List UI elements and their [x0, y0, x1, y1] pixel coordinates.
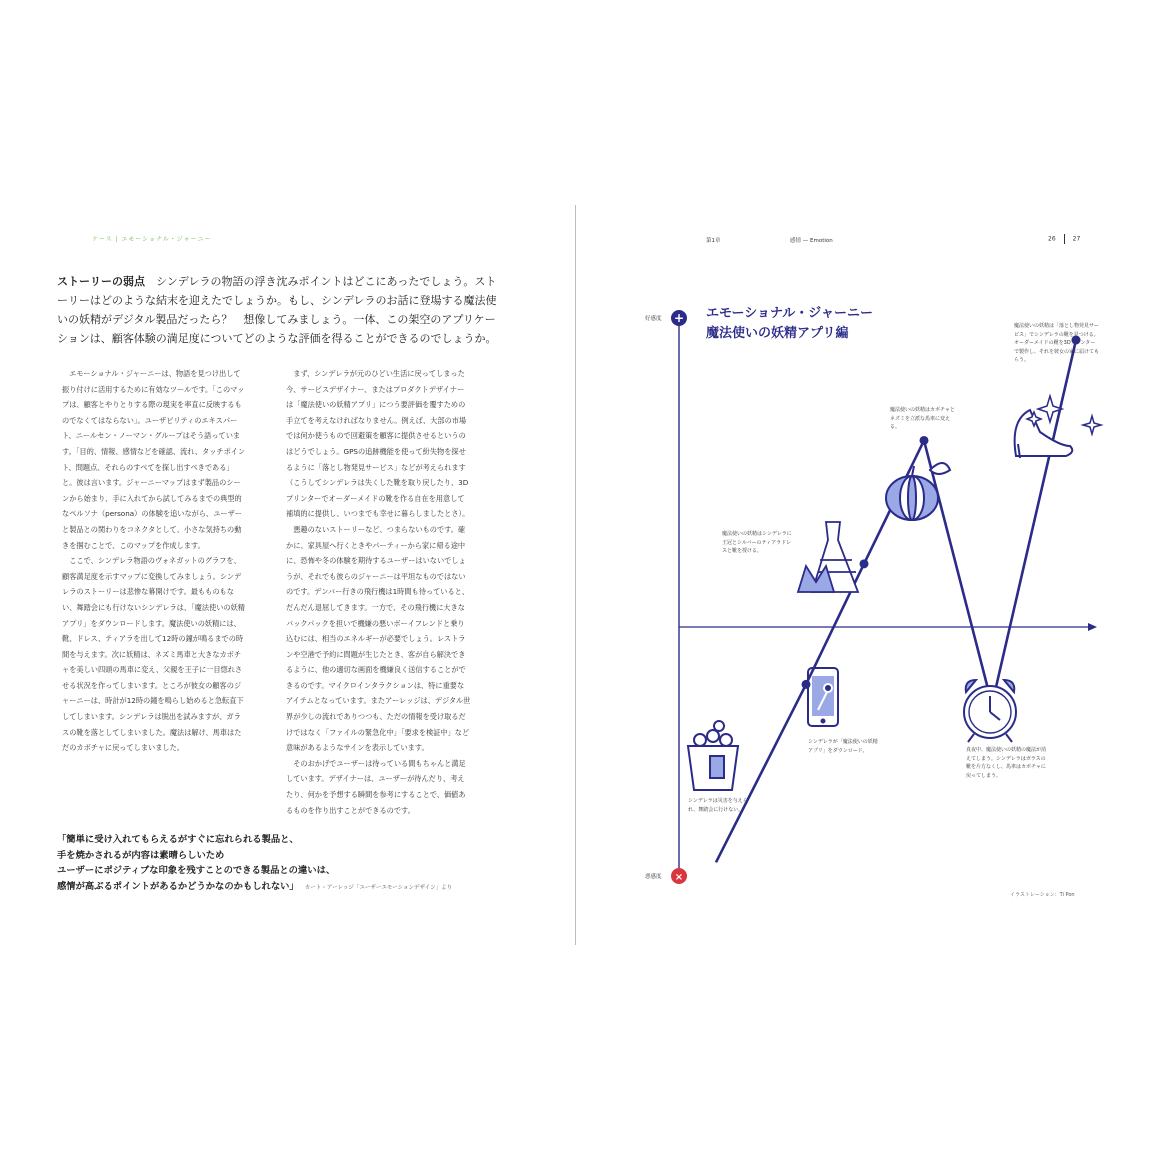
pumpkin-icon [886, 463, 950, 520]
body-paragraph: ここで、シンデレラ物語のヴォネガットのグラフを、顧客満足度を示すマップに変換してみましょう。シンデレラのストーリーは悲惨な幕開けです。最もものもない、舞踏会にも行けないシンデレラは、「魔法使いの妖精アプリ」をダウンロードします。魔法使いの妖精には、靴、ドレス、ティアラを出して12時の鐘が鳴るまでの時間を与えます。次に妖精は、ネズミ馬車と大きなカボチャを美しい四頭の馬車に変え、父親を王子に一目惚れさせる状況を作ってしまいます。ところが彼女の顧客のジャーニーは、時計が12時の鐘を鳴らし始めると急転直下してしまいます。シンデレラは脱出を試みますが、ガラスの靴を落としてしまいました。魔法は解け、馬車はただのカボチャに戻ってしまいました。 [62, 556, 245, 753]
smartphone-icon [808, 668, 838, 726]
lead-body: シンデレラの物語の浮き沈みポイントはどこにあったでしょう。ストーリーはどのような結末を迎えたでしょうか。もし、シンデレラのお話に登場する魔法使いの妖精がデジタル製品だったら？ 想像してみましょう。一体、この架空のアプリケーションは、顧客体験の満足度についてどのような評価を得ることができるのでしょうか。 [57, 275, 497, 345]
plus-icon: + [673, 311, 685, 325]
body-paragraph: そのおかげでユーザーは待っている間もちゃんと満足しています。デザイナーは、ユーザーが待んだり、考えたり、何かを予想する瞬間を参考にすることで、価値あるものを作り出すことができるのです。 [286, 758, 466, 815]
section-label: 感情 — Emotion [790, 238, 833, 244]
caption-5: 真夜中、魔法使いの妖精の魔法が消えてしまう。シンデレラはガラスの靴を片方なくし、馬車はカボチャに戻ってしまう。 [966, 747, 1047, 779]
illustration-credit: イラストレーション：Ti Pon [1010, 892, 1075, 898]
lead-heading: ストーリーの弱点 [57, 275, 145, 288]
page-number-left: 26 [1048, 235, 1056, 243]
quote-line: 手を焼かされるが内容は素晴らしいため [57, 849, 225, 861]
journey-point [860, 559, 869, 568]
body-paragraph: まず、シンデレラが元のひどい生活に戻ってしまった今、サービスデザイナー、またはプロダクトデザイナーは「魔法使いの妖精アプリ」につう要評価を覆すための手立てを考えなければなりません。例えば、大部の市場では何か使うもので回避策を顧客に提供させるというのはどうでしょう。GPSの追跡機能を使って紛失物を探せるように「落とし物発見サービス」などが考えられます（こうしてシンデレラは失くした靴を取り戻したり、3Dプリンターでオーダーメイドの靴を作る自在を用意して補填的に提供し、いつまでも幸せに暮らしましたとさ）。 [286, 369, 470, 519]
axis-top-label: 好感度 [645, 316, 662, 322]
chart-title-line-1: エモーショナル・ジャーニー [706, 306, 874, 321]
chapter-label: 第1章 [706, 238, 721, 244]
glass-slipper-icon [1015, 410, 1073, 458]
bucket-icon [688, 721, 738, 790]
quote-line: ユーザーにポジティブな印象を残すことのできる製品との違いは、 [57, 865, 336, 876]
caption-3: 魔法使いの妖精はシンデレラに王冠とシルバーのティアラドレスと靴を授ける。 [722, 531, 792, 554]
chart-title-line-2: 魔法使いの妖精アプリ編 [706, 326, 849, 341]
caption-4: 魔法使いの妖精はカボチャとネズミを立派な馬車に変える。 [890, 407, 955, 430]
axis-bottom-label: 悪感度 [645, 874, 662, 880]
cross-icon: × [674, 872, 684, 883]
journey-point [802, 680, 811, 689]
caption-2: シンデレラが「魔法使いの妖精アプリ」をダウンロード。 [808, 739, 878, 754]
quote-line: 「簡単に受け入れてもらえるがすぐに忘れられる製品と、 [57, 834, 299, 845]
x-axis-arrow [1088, 623, 1097, 631]
running-head: ケース | エモーショナル・ジャーニー [92, 236, 212, 243]
alarm-clock-icon [964, 680, 1016, 742]
caption-1: シンデレラは災害を与えられ、舞踏会に行けない。 [688, 798, 748, 813]
quote-source: カート・アーレッジ「ユーザーエモーションデザイン」より [304, 884, 453, 891]
page-number-right: 27 [1072, 235, 1081, 243]
caption-6: 魔法使いの妖精は「落とし物発見サービス」でシンデレラの靴を見つける。オーダーメイドの靴を3Dプリンターで製作し、それを彼女の家に届けてもらう。 [1014, 323, 1100, 363]
quote-last-line: 感情が高ぶるポイントがあるかどうかなのかもしれない」 [57, 880, 299, 892]
body-paragraph: エモーショナル・ジャーニーは、物語を見つけ出して振り付けに活用するために有効なツールです。「このマップは、顧客とやりとりする際の現実を率直に反映するものでなくてはならない」。ユーザビリティのエキスパート、ニールセン・ノーマン・グループはそう語っています。「目的、情報、感情などを確認、流れ、タッチポイント、問題点、それらのすべてを探し出すべきである」と。彼は言います。ジャーニーマップはまず製品のシーンから始まり、手に入れてから試してみるまでの典型的なペルソナ（persona）の体験を追いながら、ユーザーと製品との関わりをコネクタとして、小さな気持ちの動きを掴むことで、このマップを作成します。 [62, 369, 246, 550]
journey-point [920, 436, 929, 445]
body-paragraph: 悪趣のないストーリーなど、つまらないものです。確かに、家具屋へ行くときやパーティーから家に帰る途中に、恐怖や冬の体験を期待するユーザーはいないでしょうが、それでも彼らのジャーニーは平坦なものではないのです。デンバー行きの飛行機は1時間も待っていると、だんだん退屈してきます。一方で、その飛行機に大きなバックパックを担いで機嫌の悪いボーイフレンドと乗り込むには、相当のエネルギーが必要でしょう。レストランや空港で予約に問題が生じたとき、客が自ら解決できるように、他の適切な画面を機嫌良く送信することができるのです。マイクロインタラクションは、特に重要なアイテムとなっています。またアーレッジは、デジタル世界が少しの流れでありつつも、ただの情報を受け取るだけではなく「ファイルの緊急化中」「要求を検証中」など意味があるようなサインを表示しています。 [286, 524, 471, 753]
